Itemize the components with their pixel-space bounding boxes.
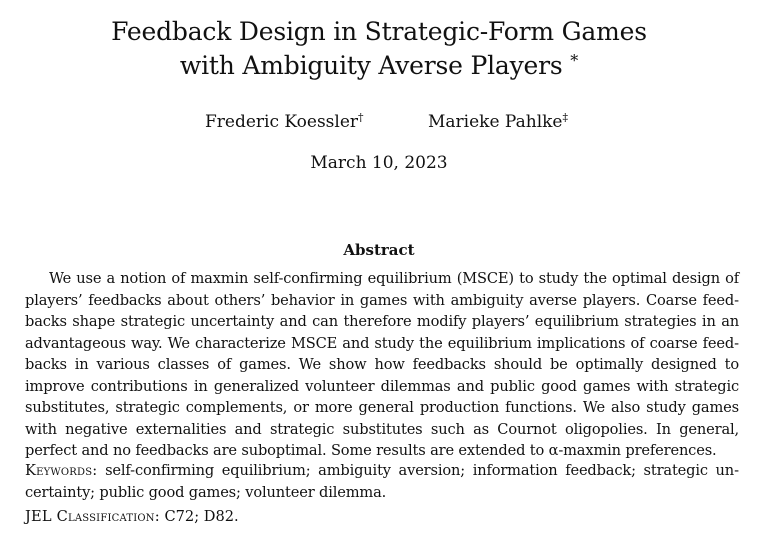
title-line-1: Feedback Design in Strategic-Form Games [111, 17, 647, 46]
jel-classification [25, 506, 739, 528]
abstract-text: We use a notion of maxmin self-confirming equilibrium (MSCE) to study the optimal design of players’ feedbacks about others’ behavior in games with ambiguity averse players. Coarse feedbacks shape strategic uncertainty and can therefore modify players’ equilibrium strategies in an advantageous way. We characterize MSCE and study the equilibrium implications of coarse feedbacks in various classes of games. We show how feedbacks should be optimally designed to improve contributions in generalized volunteer dilemmas and public good games with strategic substitutes, strategic complements, or more general production functions. We also study games with negative externalities and strategic substitutes such as Cournot oligopolies. In general, perfect and no feedbacks are suboptimal. Some results are extended to α-maxmin preferences. [25, 270, 739, 459]
paper-date: March 10, 2023 [310, 153, 448, 173]
jel-label: JEL Classification: [25, 508, 160, 525]
author-1 [205, 111, 364, 133]
author-footnote-mark[interactable]: † [358, 111, 364, 124]
jel-codes: C72; D82. [164, 508, 239, 525]
abstract-heading: Abstract [343, 241, 415, 259]
author-name: Marieke Pahlke [428, 112, 563, 132]
title-line-2: with Ambiguity Averse Players * [179, 51, 579, 80]
keywords-text: self-confirming equilibrium; ambiguity aversion; information feedback; strategic uncertainty; public good games; volunteer dilemma. [25, 462, 739, 501]
keywords-label: Keywords: [25, 462, 98, 479]
author-name: Frederic Koessler [205, 112, 359, 132]
title-footnote-mark[interactable]: * [570, 51, 579, 70]
author-footnote-mark[interactable]: ‡ [562, 111, 568, 124]
paper-title [0, 15, 758, 83]
author-2 [428, 111, 568, 133]
keywords [25, 460, 739, 503]
